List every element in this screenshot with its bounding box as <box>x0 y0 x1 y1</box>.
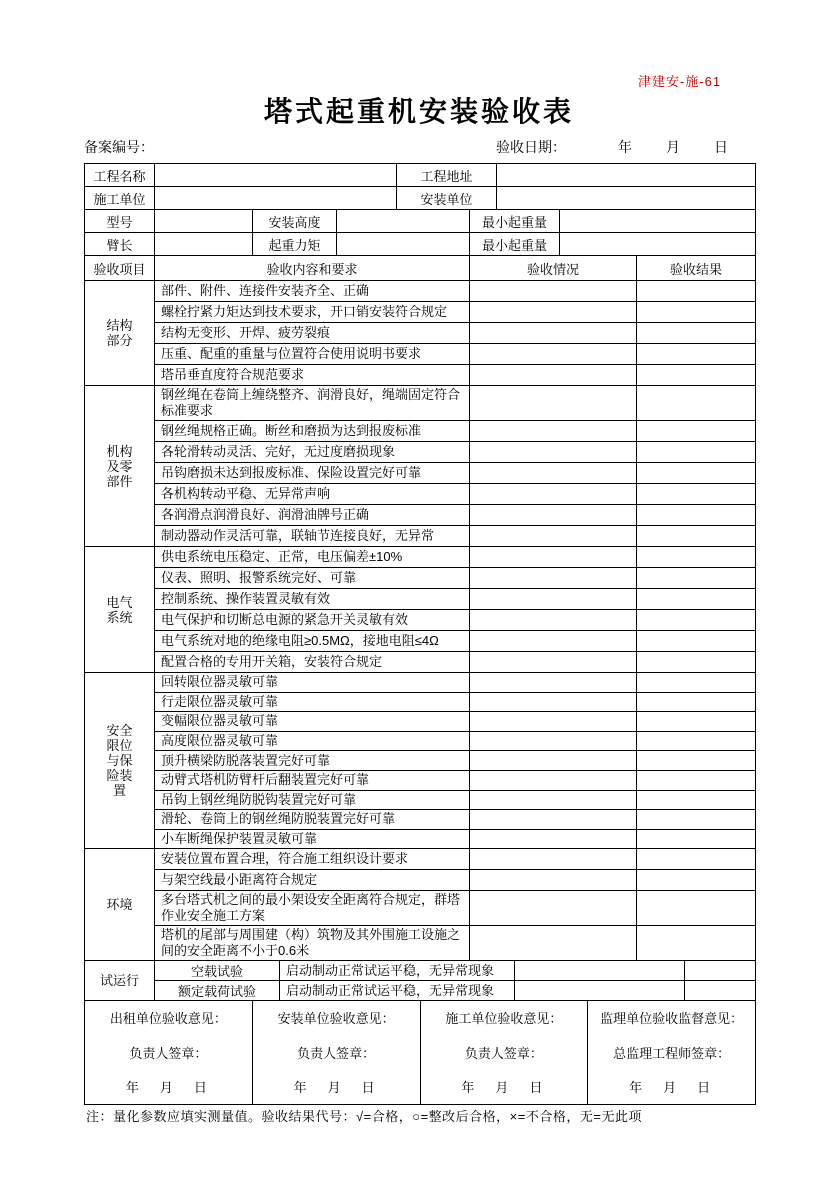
checklist-row <box>155 810 755 830</box>
opinion-label: 安装单位验收意见： <box>277 1011 395 1027</box>
result-cell[interactable] <box>637 652 755 673</box>
section-label: 机构及零部件 <box>85 386 155 547</box>
requirement-text: 部件、附件、连接件安装齐全、正确 <box>155 281 470 302</box>
info-row-2 <box>85 187 755 210</box>
requirement-text: 钢丝绳规格正确。断丝和磨损为达到报废标准 <box>155 421 470 442</box>
trial-run-section <box>85 961 755 1001</box>
trial-sub-label: 空载试验 <box>155 961 280 981</box>
result-cell[interactable] <box>637 673 755 693</box>
acceptance-date-label: 验收日期： <box>496 139 566 155</box>
date-label: 年 月 日 <box>461 1080 547 1096</box>
info-row-4 <box>85 233 755 256</box>
date-label: 年 月 日 <box>125 1080 211 1096</box>
meta-row <box>84 137 756 157</box>
situation-cell[interactable] <box>470 589 637 610</box>
result-cell[interactable] <box>637 421 755 442</box>
checklist-row <box>155 751 755 771</box>
requirement-text: 动臂式塔机防臂杆后翻装置完好可靠 <box>155 771 470 791</box>
requirement-text: 吊钩上钢丝绳防脱钩装置完好可靠 <box>155 791 470 811</box>
requirement-text: 配置合格的专用开关箱，安装符合规定 <box>155 652 470 673</box>
supervisor-signature-block[interactable] <box>588 1001 755 1104</box>
sign-label: 负责人签章： <box>129 1045 208 1061</box>
checklist-sections <box>85 281 755 961</box>
checklist-section <box>85 386 755 547</box>
result-cell[interactable] <box>637 712 755 732</box>
checklist-row <box>155 463 755 484</box>
situation-cell[interactable] <box>470 870 637 891</box>
installer-signature-block[interactable] <box>253 1001 421 1104</box>
footnote: 注：量化参数应填实测量值。验收结果代号：√=合格，○=整改后合格，×=不合格，无=无此项 <box>86 1109 642 1124</box>
sign-label: 总监理工程师签章： <box>613 1045 731 1061</box>
col-result-header: 验收结果 <box>637 256 755 281</box>
min-lift-label-2: 最小起重量 <box>470 233 560 256</box>
project-address-label: 工程地址 <box>397 164 497 187</box>
info-row-3 <box>85 210 755 233</box>
result-cell[interactable] <box>637 926 755 961</box>
situation-cell[interactable] <box>470 751 637 771</box>
situation-cell[interactable] <box>470 891 637 926</box>
opinion-label: 监理单位验收监督意见： <box>600 1011 744 1027</box>
situation-cell[interactable] <box>470 302 637 323</box>
situation-cell[interactable] <box>470 526 637 547</box>
lift-moment-field[interactable] <box>337 233 470 256</box>
result-cell[interactable] <box>637 302 755 323</box>
install-unit-field[interactable] <box>497 187 755 210</box>
checklist-section <box>85 547 755 673</box>
checklist-row <box>155 771 755 791</box>
situation-cell[interactable] <box>470 568 637 589</box>
situation-cell[interactable] <box>470 386 637 421</box>
result-cell[interactable] <box>637 870 755 891</box>
requirement-text: 各轮滑转动灵活、完好，无过度磨损现象 <box>155 442 470 463</box>
trial-sub-label: 额定载荷试验 <box>155 981 280 1001</box>
column-header-row <box>85 256 755 281</box>
situation-cell[interactable] <box>470 712 637 732</box>
result-cell[interactable] <box>637 751 755 771</box>
checklist-row <box>155 589 755 610</box>
min-lift-label-1: 最小起重量 <box>470 210 560 233</box>
situation-cell[interactable] <box>470 421 637 442</box>
requirement-text: 制动器动作灵活可靠，联轴节连接良好，无异常 <box>155 526 470 547</box>
requirement-text: 滑轮、卷筒上的钢丝绳防脱装置完好可靠 <box>155 810 470 830</box>
checklist-row <box>155 281 755 302</box>
project-name-field[interactable] <box>155 164 397 187</box>
situation-cell[interactable] <box>470 463 637 484</box>
checklist-row <box>155 323 755 344</box>
checklist-row <box>155 891 755 926</box>
checklist-row <box>155 344 755 365</box>
checklist-row <box>155 610 755 631</box>
requirement-text: 启动制动正常试运平稳，无异常现象 <box>280 981 515 1001</box>
checklist-row <box>155 870 755 891</box>
checklist-row <box>155 365 755 386</box>
checklist-row <box>155 961 755 981</box>
situation-cell[interactable] <box>470 442 637 463</box>
checklist-row <box>155 652 755 673</box>
result-cell[interactable] <box>685 961 755 981</box>
checklist-row <box>155 442 755 463</box>
requirement-text: 回转限位器灵敏可靠 <box>155 673 470 693</box>
result-cell[interactable] <box>637 505 755 526</box>
result-cell[interactable] <box>637 386 755 421</box>
requirement-text: 各机构转动平稳、无异常声响 <box>155 484 470 505</box>
situation-cell[interactable] <box>470 791 637 811</box>
min-lift-field-1[interactable] <box>560 210 755 233</box>
checklist-row <box>155 568 755 589</box>
requirement-text: 电气保护和切断总电源的紧急开关灵敏有效 <box>155 610 470 631</box>
contractor-signature-block[interactable] <box>421 1001 589 1104</box>
situation-cell[interactable] <box>470 344 637 365</box>
situation-cell[interactable] <box>470 830 637 850</box>
section-label: 结构部分 <box>85 281 155 386</box>
checklist-row <box>155 547 755 568</box>
result-cell[interactable] <box>637 323 755 344</box>
situation-cell[interactable] <box>470 281 637 302</box>
col-situation-header: 验收情况 <box>470 256 637 281</box>
checklist-row <box>155 505 755 526</box>
result-cell[interactable] <box>637 484 755 505</box>
situation-cell[interactable] <box>470 771 637 791</box>
requirement-text: 螺栓拧紧力矩达到技术要求，开口销安装符合规定 <box>155 302 470 323</box>
result-cell[interactable] <box>637 891 755 926</box>
sign-label: 负责人签章： <box>297 1045 376 1061</box>
result-cell[interactable] <box>637 849 755 870</box>
requirement-text: 塔机的尾部与周围建（构）筑物及其外围施工设施之间的安全距离不小于0.6米 <box>155 926 470 961</box>
checklist-row <box>155 673 755 693</box>
result-cell[interactable] <box>685 981 755 1001</box>
checklist-row <box>155 981 755 1001</box>
result-cell[interactable] <box>637 610 755 631</box>
result-cell[interactable] <box>637 463 755 484</box>
page-title: 塔式起重机安装验收表 <box>263 96 574 127</box>
result-cell[interactable] <box>637 568 755 589</box>
requirement-text: 变幅限位器灵敏可靠 <box>155 712 470 732</box>
checklist-row <box>155 732 755 752</box>
sign-label: 负责人签章： <box>464 1045 543 1061</box>
requirement-text: 电气系统对地的绝缘电阻≥0.5MΩ，接地电阻≤4Ω <box>155 631 470 652</box>
date-label: 年 月 日 <box>629 1080 715 1096</box>
opinion-label: 出租单位验收意见： <box>109 1011 227 1027</box>
result-cell[interactable] <box>637 365 755 386</box>
construction-unit-label: 施工单位 <box>85 187 155 210</box>
requirement-text: 启动制动正常试运平稳，无异常现象 <box>280 961 515 981</box>
checklist-section <box>85 673 755 849</box>
checklist-row <box>155 526 755 547</box>
situation-cell[interactable] <box>470 505 637 526</box>
checklist-row <box>155 631 755 652</box>
checklist-row <box>155 484 755 505</box>
situation-cell[interactable] <box>470 610 637 631</box>
result-cell[interactable] <box>637 344 755 365</box>
situation-cell[interactable] <box>470 652 637 673</box>
result-cell[interactable] <box>637 526 755 547</box>
situation-cell[interactable] <box>470 732 637 752</box>
lessor-signature-block[interactable] <box>85 1001 253 1104</box>
checklist-row <box>155 791 755 811</box>
arm-length-field[interactable] <box>155 233 253 256</box>
result-cell[interactable] <box>637 810 755 830</box>
acceptance-date-value: 年 月 日 <box>618 139 730 155</box>
arm-length-label: 臂长 <box>85 233 155 256</box>
doc-code: 津建安-施-61 <box>638 74 722 89</box>
situation-cell[interactable] <box>515 981 685 1001</box>
situation-cell[interactable] <box>515 961 685 981</box>
install-unit-label: 安装单位 <box>397 187 497 210</box>
section-label: 试运行 <box>85 961 155 1001</box>
requirement-text: 控制系统、操作装置灵敏有效 <box>155 589 470 610</box>
result-cell[interactable] <box>637 547 755 568</box>
checklist-section <box>85 281 755 386</box>
requirement-text: 小车断绳保护装置灵敏可靠 <box>155 830 470 850</box>
requirement-text: 钢丝绳在卷筒上缠绕整齐、润滑良好，绳端固定符合标准要求 <box>155 386 470 421</box>
checklist-row <box>155 302 755 323</box>
requirement-text: 高度限位器灵敏可靠 <box>155 732 470 752</box>
info-row-1 <box>85 164 755 187</box>
section-label: 安全限位与保险装置 <box>85 673 155 849</box>
install-height-label: 安装高度 <box>253 210 337 233</box>
section-label: 环境 <box>85 849 155 961</box>
checklist-row <box>155 926 755 961</box>
requirement-text: 压重、配重的重量与位置符合使用说明书要求 <box>155 344 470 365</box>
situation-cell[interactable] <box>470 547 637 568</box>
requirement-text: 与架空线最小距离符合规定 <box>155 870 470 891</box>
project-address-field[interactable] <box>497 164 755 187</box>
result-cell[interactable] <box>637 631 755 652</box>
requirement-text: 仪表、照明、报警系统完好、可靠 <box>155 568 470 589</box>
checklist-row <box>155 386 755 421</box>
section-label: 电气系统 <box>85 547 155 673</box>
checklist-row <box>155 830 755 850</box>
requirement-text: 各润滑点润滑良好、润滑油牌号正确 <box>155 505 470 526</box>
result-cell[interactable] <box>637 791 755 811</box>
result-cell[interactable] <box>637 771 755 791</box>
model-field[interactable] <box>155 210 253 233</box>
requirement-text: 吊钩磨损未达到报废标准、保险设置完好可靠 <box>155 463 470 484</box>
requirement-text: 安装位置布置合理，符合施工组织设计要求 <box>155 849 470 870</box>
checklist-row <box>155 712 755 732</box>
signature-row <box>85 1001 755 1104</box>
situation-cell[interactable] <box>470 810 637 830</box>
requirement-text: 结构无变形、开焊、疲劳裂痕 <box>155 323 470 344</box>
lift-moment-label: 起重力矩 <box>253 233 337 256</box>
opinion-label: 施工单位验收意见： <box>445 1011 563 1027</box>
situation-cell[interactable] <box>470 365 637 386</box>
situation-cell[interactable] <box>470 323 637 344</box>
result-cell[interactable] <box>637 281 755 302</box>
situation-cell[interactable] <box>470 631 637 652</box>
min-lift-field-2[interactable] <box>560 233 755 256</box>
requirement-text: 行走限位器灵敏可靠 <box>155 693 470 713</box>
requirement-text: 顶升横梁防脱落装置完好可靠 <box>155 751 470 771</box>
situation-cell[interactable] <box>470 484 637 505</box>
project-name-label: 工程名称 <box>85 164 155 187</box>
situation-cell[interactable] <box>470 673 637 693</box>
checklist-section <box>85 849 755 961</box>
requirement-text: 多台塔式机之间的最小架设安全距离符合规定，群塔作业安全施工方案 <box>155 891 470 926</box>
col-content-header: 验收内容和要求 <box>155 256 470 281</box>
result-cell[interactable] <box>637 442 755 463</box>
checklist-row <box>155 421 755 442</box>
checklist-row <box>155 693 755 713</box>
col-item-header: 验收项目 <box>85 256 155 281</box>
result-cell[interactable] <box>637 693 755 713</box>
construction-unit-field[interactable] <box>155 187 397 210</box>
install-height-field[interactable] <box>337 210 470 233</box>
acceptance-form-table <box>84 163 756 1105</box>
model-label: 型号 <box>85 210 155 233</box>
situation-cell[interactable] <box>470 926 637 961</box>
result-cell[interactable] <box>637 589 755 610</box>
situation-cell[interactable] <box>470 693 637 713</box>
record-no-label: 备案编号： <box>84 139 154 155</box>
checklist-row <box>155 849 755 870</box>
result-cell[interactable] <box>637 732 755 752</box>
date-label: 年 月 日 <box>293 1080 379 1096</box>
result-cell[interactable] <box>637 830 755 850</box>
situation-cell[interactable] <box>470 849 637 870</box>
requirement-text: 塔吊垂直度符合规范要求 <box>155 365 470 386</box>
requirement-text: 供电系统电压稳定、正常，电压偏差±10% <box>155 547 470 568</box>
